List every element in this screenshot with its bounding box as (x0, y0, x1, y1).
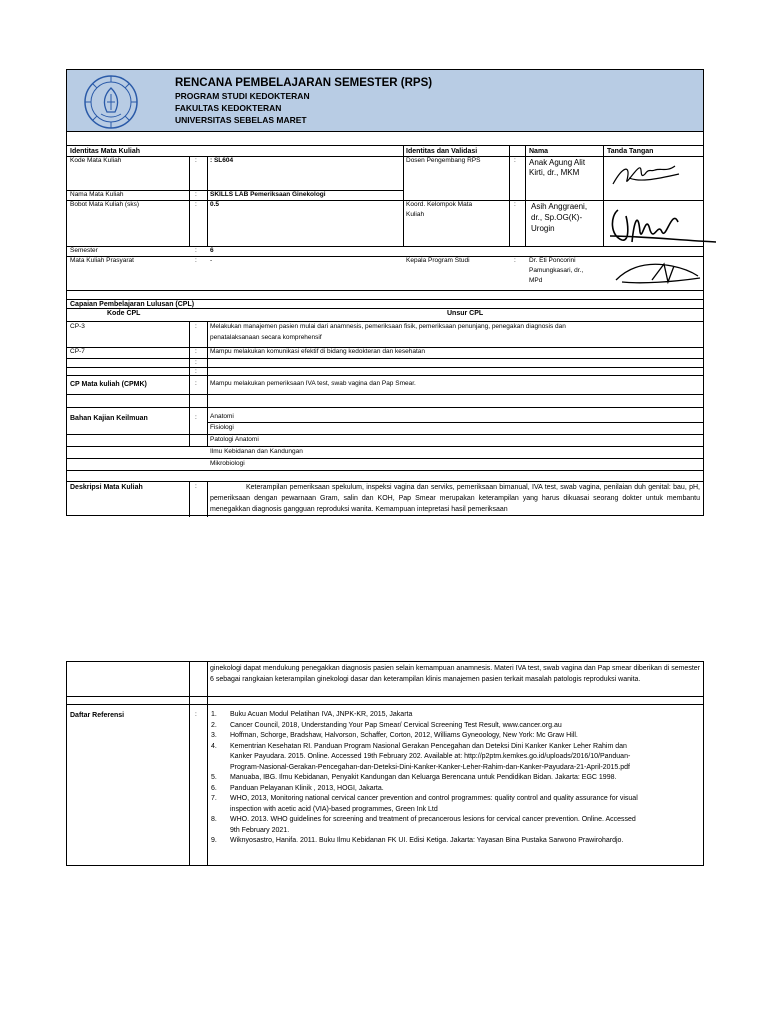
reference-text: Cancer Council, 2018, Understanding Your Pap Smear/ Cervical Screening Test Result, www.cancer.org.au (230, 721, 562, 729)
faculty-name: FAKULTAS KEDOKTERAN (175, 103, 282, 113)
description-text-part-1: Keterampilan pemeriksaan spekulum, inspeksi vagina dan serviks, pemeriksaan bimanual, IVA test, swab vagina, penilaian duh genital: bau, pH, pemeriksaan dengan pewarnaan Gram, salin dan KOH, Pap Smear merupakan keterampilan yang harus dikuasai seorang dokter untuk membantu menegakkan diagnosis gangguan reproduksi wanita. Kemampuan intepretasi hasil pemeriksaan (210, 484, 700, 513)
head-of-program-name-3: MPd (529, 277, 543, 284)
developer-name-1: Anak Agung Alit (529, 158, 586, 167)
signature-developer (609, 160, 689, 190)
reference-text: Hoffman, Schorge, Bradshaw, Halvorson, Schaffer, Corton, 2012, Williams Gyneoology, New York: Mc Graw Hill. (230, 732, 578, 739)
reference-text: WHO. 2013. WHO guidelines for screening and treatment of precancerous lesions for cervical cancer prevention. Online. Accessed (230, 816, 636, 823)
validation-section-label: Identitas dan Validasi (406, 148, 478, 155)
cpl-text-cp7: Mampu melakukan komunikasi efektif di bidang kedokteran dan kesehatan (210, 348, 425, 355)
reference-item (211, 784, 701, 795)
reference-text: Kanker Payudara. 2015. Online. Accessed 19th February 202. Available at: http://p2ptm.kemkes.go.id/uploads/2016/10/Panduan- (230, 753, 631, 760)
head-of-program-role: Kepala Program Studi (406, 257, 470, 264)
cpmk-colon: : (195, 380, 197, 387)
description-text-part-2: ginekologi dapat mendukung penegakkan diagnosis pasien selain kemampuan anamnesis. Materi IVA test, swab vagina dan Pap smear diberikan di semester 6 sebagai rangkaian keterampilan ginekologi dasar dan keterampilan klinis manajemen pasien terkait masalah patologis reproduksi wanita. (210, 665, 700, 683)
course-name-value: SKILLS LAB Pemeriksaan Ginekologi (210, 191, 326, 198)
cpl-text-cp3-1: Melakukan manajemen pasien mulai dari anamnesis, pemeriksaan fisik, pemeriksaan penunjang, penegakan diagnosis dan (210, 323, 566, 330)
study-material-item: Mikrobiologi (210, 460, 245, 467)
head-of-program-name-2: Pamungkasari, dr., (529, 267, 584, 274)
credit-colon: : (195, 201, 197, 208)
cpl-colon-cp3: : (195, 323, 197, 330)
course-name-colon: : (195, 191, 197, 198)
coordinator-role-1: Koord. Kelompok Mata (406, 201, 473, 208)
university-logo-icon (83, 74, 139, 130)
reference-number: 8. (211, 816, 217, 823)
signature-coordinator (608, 202, 718, 250)
semester-label: Semester (70, 247, 98, 254)
cpl-empty-colon-2: : (195, 368, 197, 375)
prerequisite-value: - (210, 257, 213, 264)
coordinator-name-3: Urogin (531, 224, 555, 233)
cpmk-text: Mampu melakukan pemeriksaan IVA test, swab vagina dan Pap Smear. (210, 380, 416, 387)
reference-text: Program-Nasional-Gerakan-Pencegahan-dan-Deteksi-Dini-Kanker-Kanker-Leher-Rahim-dan-Kanker-Payudara-21-April-2015.pdf (230, 763, 630, 771)
reference-number: 9. (211, 837, 217, 844)
study-material-colon: : (195, 414, 197, 421)
reference-number: 1. (211, 711, 217, 718)
reference-item (211, 731, 701, 742)
course-name-label: Nama Mata Kuliah (70, 191, 124, 198)
reference-number: 4. (211, 742, 217, 750)
reference-text: WHO, 2013, Monitoring national cervical cancer prevention and control programmes: quality control and quality assurance for visual (230, 795, 638, 802)
course-code-colon: : (195, 157, 197, 164)
description-colon: : (195, 483, 197, 490)
credit-value: 0.5 (210, 201, 220, 208)
signature-column-header: Tanda Tangan (607, 148, 654, 155)
developer-name-2: Kirti, dr., MKM (529, 168, 580, 177)
study-material-item: Anatomi (210, 413, 234, 420)
cpl-colon-cp7: : (195, 348, 197, 355)
reference-number: 3. (211, 732, 217, 739)
reference-number: 6. (211, 784, 217, 792)
rps-header (67, 70, 703, 132)
rps-page-2 (66, 661, 704, 866)
coordinator-colon: : (514, 201, 516, 208)
credit-label: Bobot Mata Kuliah (sks) (70, 201, 140, 208)
reference-item (211, 836, 701, 847)
reference-item (211, 742, 701, 774)
study-material-item: Ilmu Kebidanan dan Kandungan (210, 448, 303, 455)
reference-list (211, 710, 701, 847)
description-label: Deskripsi Mata Kuliah (70, 484, 143, 491)
cpl-code-header: Kode CPL (107, 310, 141, 317)
cpl-text-cp3-2: penatalaksanaan secara komprehensif (210, 334, 322, 341)
head-of-program-name-1: Dr. Eti Poncorini (529, 257, 576, 264)
signature-head-of-program (612, 258, 702, 288)
semester-colon: : (195, 247, 197, 254)
coordinator-role-2: Kuliah (406, 211, 425, 218)
coordinator-name-2: dr., Sp.OG(K)- (531, 213, 583, 222)
cpl-element-header: Unsur CPL (447, 310, 484, 317)
coordinator-name-1: Asih Anggraeni, (531, 202, 588, 211)
cpl-section-label: Capaian Pembelajaran Lulusan (CPL) (70, 301, 195, 308)
prerequisite-label: Mata Kuliah Prasyarat (70, 257, 134, 264)
rps-page-1 (66, 69, 704, 516)
reference-text: Wiknyosastro, Hanifa. 2011. Buku Ilmu Kebidanan FK UI. Edisi Ketiga. Jakarta: Yayasan Bina Pustaka Sarwono Prawirohardjo. (230, 837, 624, 844)
prerequisite-colon: : (195, 257, 197, 264)
reference-text: inspection with acetic acid (VIA)-based programmes, Green Ink Ltd (230, 805, 438, 813)
cpl-code-cp7: CP-7 (70, 348, 85, 355)
reference-item (211, 815, 701, 836)
reference-item (211, 710, 701, 721)
reference-number: 2. (211, 721, 217, 729)
reference-colon: : (195, 711, 197, 718)
reference-label: Daftar Referensi (70, 712, 125, 719)
study-material-item: Patologi Anatomi (210, 436, 259, 443)
course-code-label: Kode Mata Kuliah (70, 157, 122, 164)
reference-item (211, 773, 701, 784)
reference-number: 7. (211, 795, 217, 802)
head-of-program-colon: : (514, 257, 516, 264)
reference-item (211, 794, 701, 815)
developer-role: Dosen Pengembang RPS (406, 157, 481, 164)
program-name: PROGRAM STUDI KEDOKTERAN (175, 91, 310, 101)
reference-text: Manuaba, IBG. Ilmu Kebidanan, Penyakit Kandungan dan Keluarga Berencana untuk Pendidikan Bidan. Jakarta: EGC 1998. (230, 774, 617, 781)
cpl-code-cp3: CP-3 (70, 323, 85, 330)
reference-text: 9th February 2021. (230, 826, 290, 834)
study-material-item: Fisiologi (210, 424, 234, 431)
reference-text: Buku Acuan Modul Pelatihan IVA, JNPK-KR, 2015, Jakarta (230, 711, 413, 718)
identity-section-label: Identitas Mata Kuliah (70, 148, 141, 155)
name-column-header: Nama (529, 148, 549, 155)
reference-text: Kementrian Kesehatan RI. Panduan Program Nasional Gerakan Pencegahan dan Deteksi Dini Kanker Kanker Leher Rahim dan (230, 742, 627, 750)
reference-text: Panduan Pelayanan Klinik , 2013, HOGI, Jakarta. (230, 784, 384, 792)
developer-colon: : (514, 157, 516, 164)
semester-value: 6 (210, 247, 214, 254)
study-material-label: Bahan Kajian Keilmuan (70, 415, 148, 422)
reference-item (211, 721, 701, 732)
cpl-empty-colon-1: : (195, 359, 197, 366)
reference-number: 5. (211, 774, 217, 781)
cpmk-label: CP Mata kuliah (CPMK) (70, 381, 147, 388)
course-code-value: : SL604 (210, 157, 234, 164)
university-name: UNIVERSITAS SEBELAS MARET (175, 115, 307, 125)
document-title: RENCANA PEMBELAJARAN SEMESTER (RPS) (175, 77, 433, 89)
